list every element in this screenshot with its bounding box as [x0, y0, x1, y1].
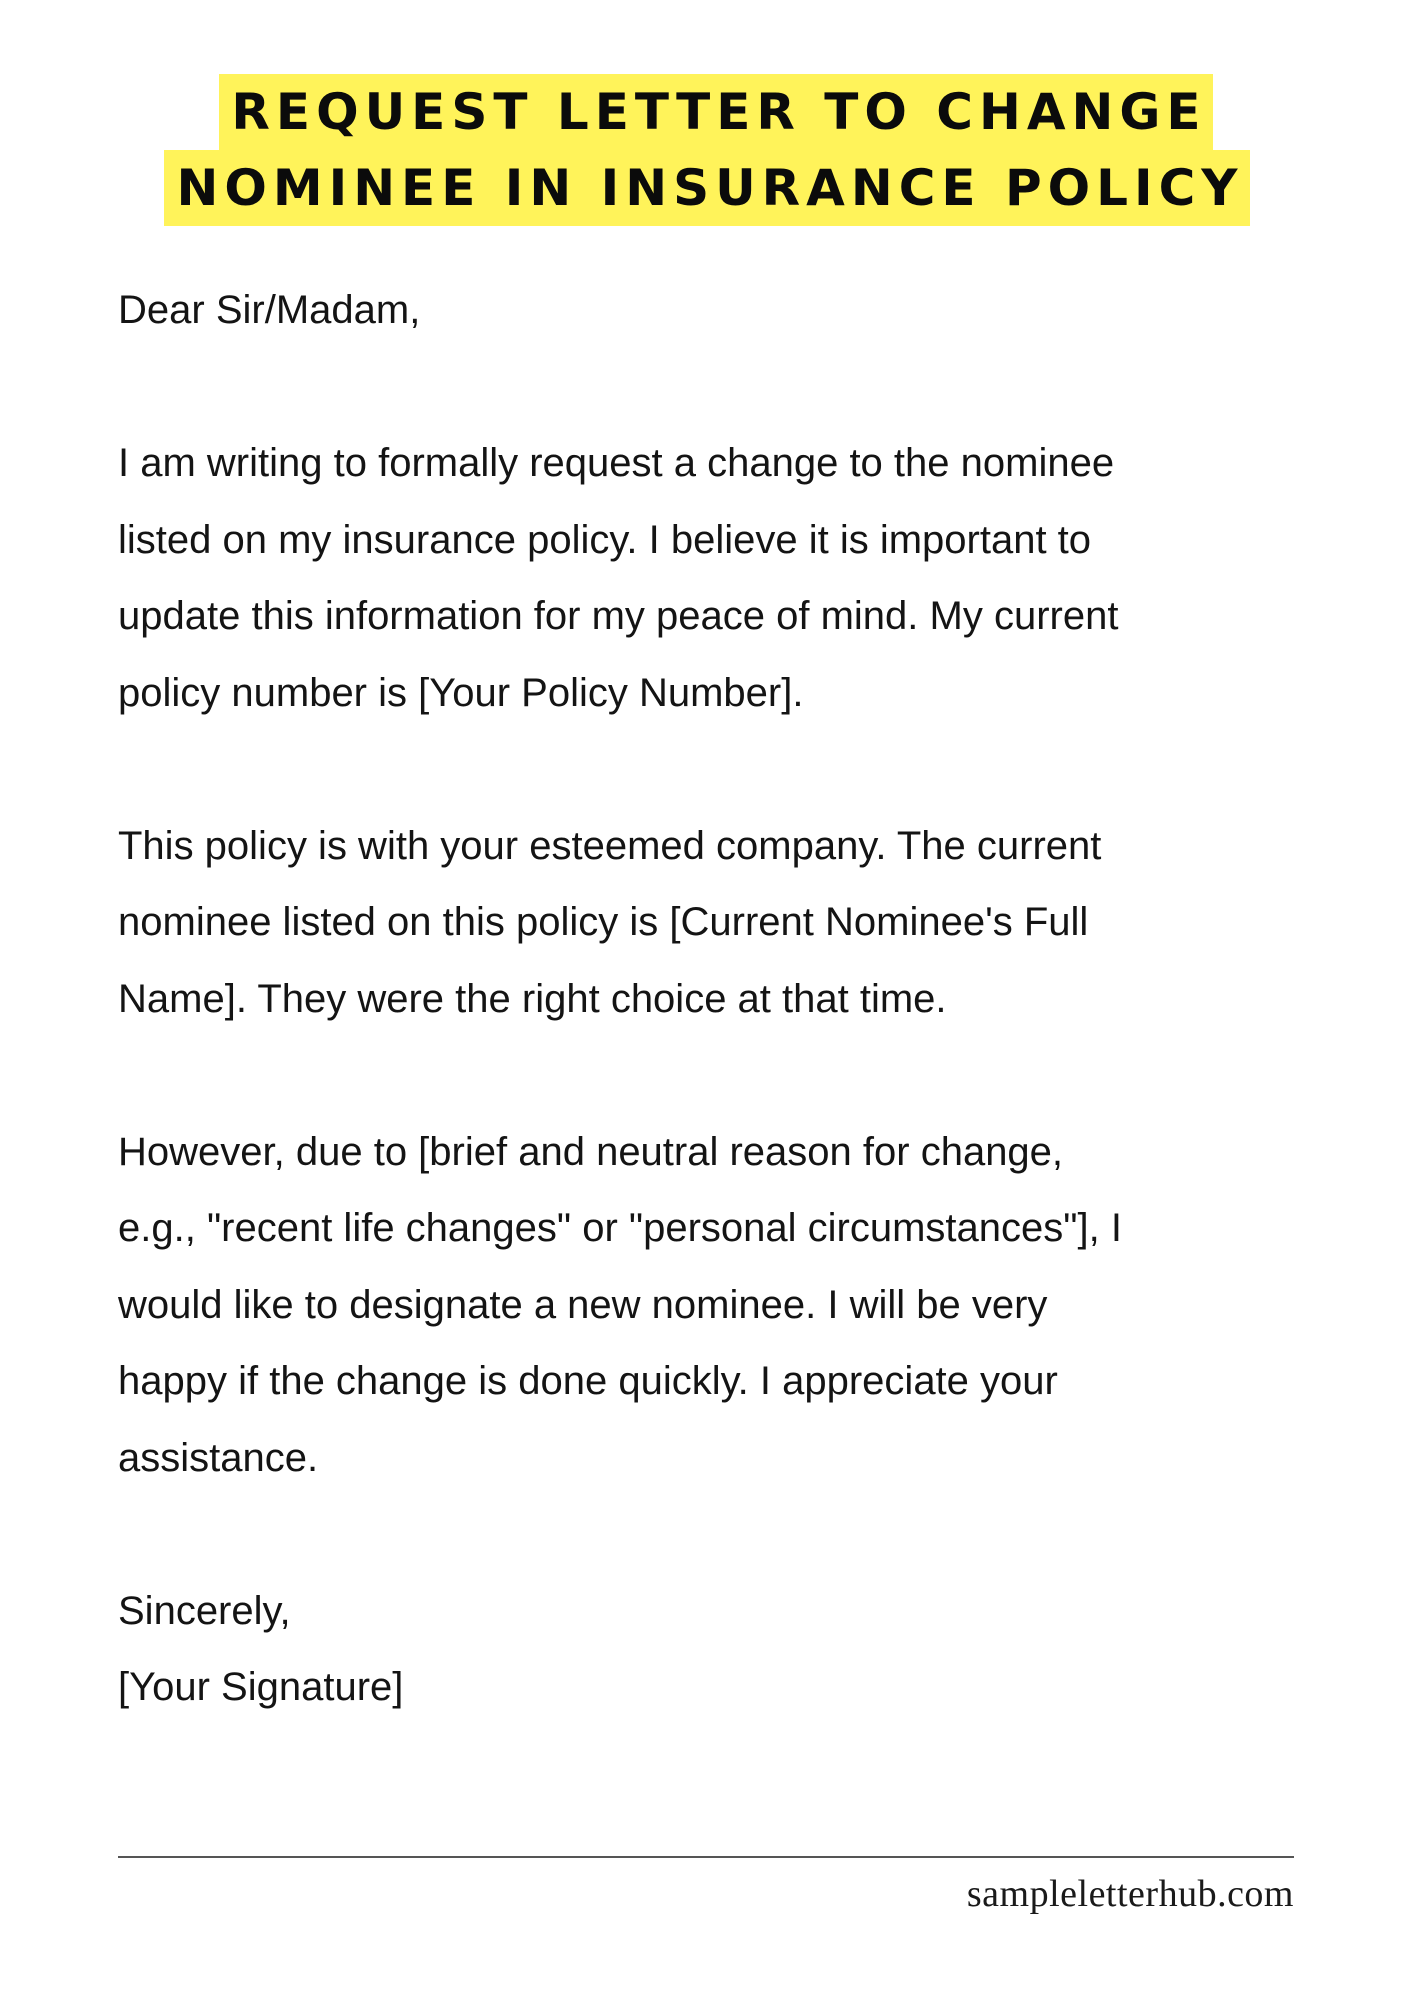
- paragraph-3-line: would like to designate a new nominee. I will be very: [118, 1282, 1048, 1327]
- paragraph-2: [118, 808, 1368, 1038]
- paragraph-1-line: listed on my insurance policy. I believe it is important to: [118, 517, 1092, 562]
- paragraph-1-line: I am writing to formally request a change to the nominee: [118, 441, 1115, 485]
- paragraph-3-line: e.g., "recent life changes" or "personal circumstances"], I: [118, 1206, 1122, 1250]
- paragraph-2-line: This policy is with your esteemed company. The current: [118, 823, 1102, 868]
- paragraph-3-line: However, due to [brief and neutral reason for change,: [118, 1129, 1064, 1174]
- paragraph-spacer: [118, 731, 1368, 808]
- paragraph-spacer: [118, 349, 1368, 426]
- title-line-2: NOMINEE IN INSURANCE POLICY: [164, 150, 1249, 226]
- footer-divider: [118, 1856, 1294, 1858]
- letter-title: [0, 74, 1414, 226]
- paragraph-spacer: [118, 1037, 1368, 1114]
- title-line-1: REQUEST LETTER TO CHANGE: [219, 74, 1212, 150]
- letter-body: [118, 272, 1368, 1726]
- footer-brand: sampleletterhub.com: [966, 1873, 1294, 1915]
- paragraph-3: [118, 1114, 1368, 1497]
- signature-placeholder: [Your Signature]: [118, 1665, 404, 1709]
- paragraph-3-line: assistance.: [118, 1435, 319, 1480]
- paragraph-1: [118, 425, 1368, 731]
- paragraph-3-line: happy if the change is done quickly. I appreciate your: [118, 1359, 1058, 1403]
- paragraph-1-line: update this information for my peace of mind. My current: [118, 594, 1119, 638]
- paragraph-1-line: policy number is [Your Policy Number].: [118, 670, 804, 715]
- closing: Sincerely,: [118, 1588, 291, 1633]
- salutation: Dear Sir/Madam,: [118, 288, 421, 332]
- paragraph-spacer: [118, 1496, 1368, 1573]
- paragraph-2-line: Name]. They were the right choice at that time.: [118, 976, 947, 1021]
- paragraph-2-line: nominee listed on this policy is [Current Nominee's Full: [118, 900, 1089, 944]
